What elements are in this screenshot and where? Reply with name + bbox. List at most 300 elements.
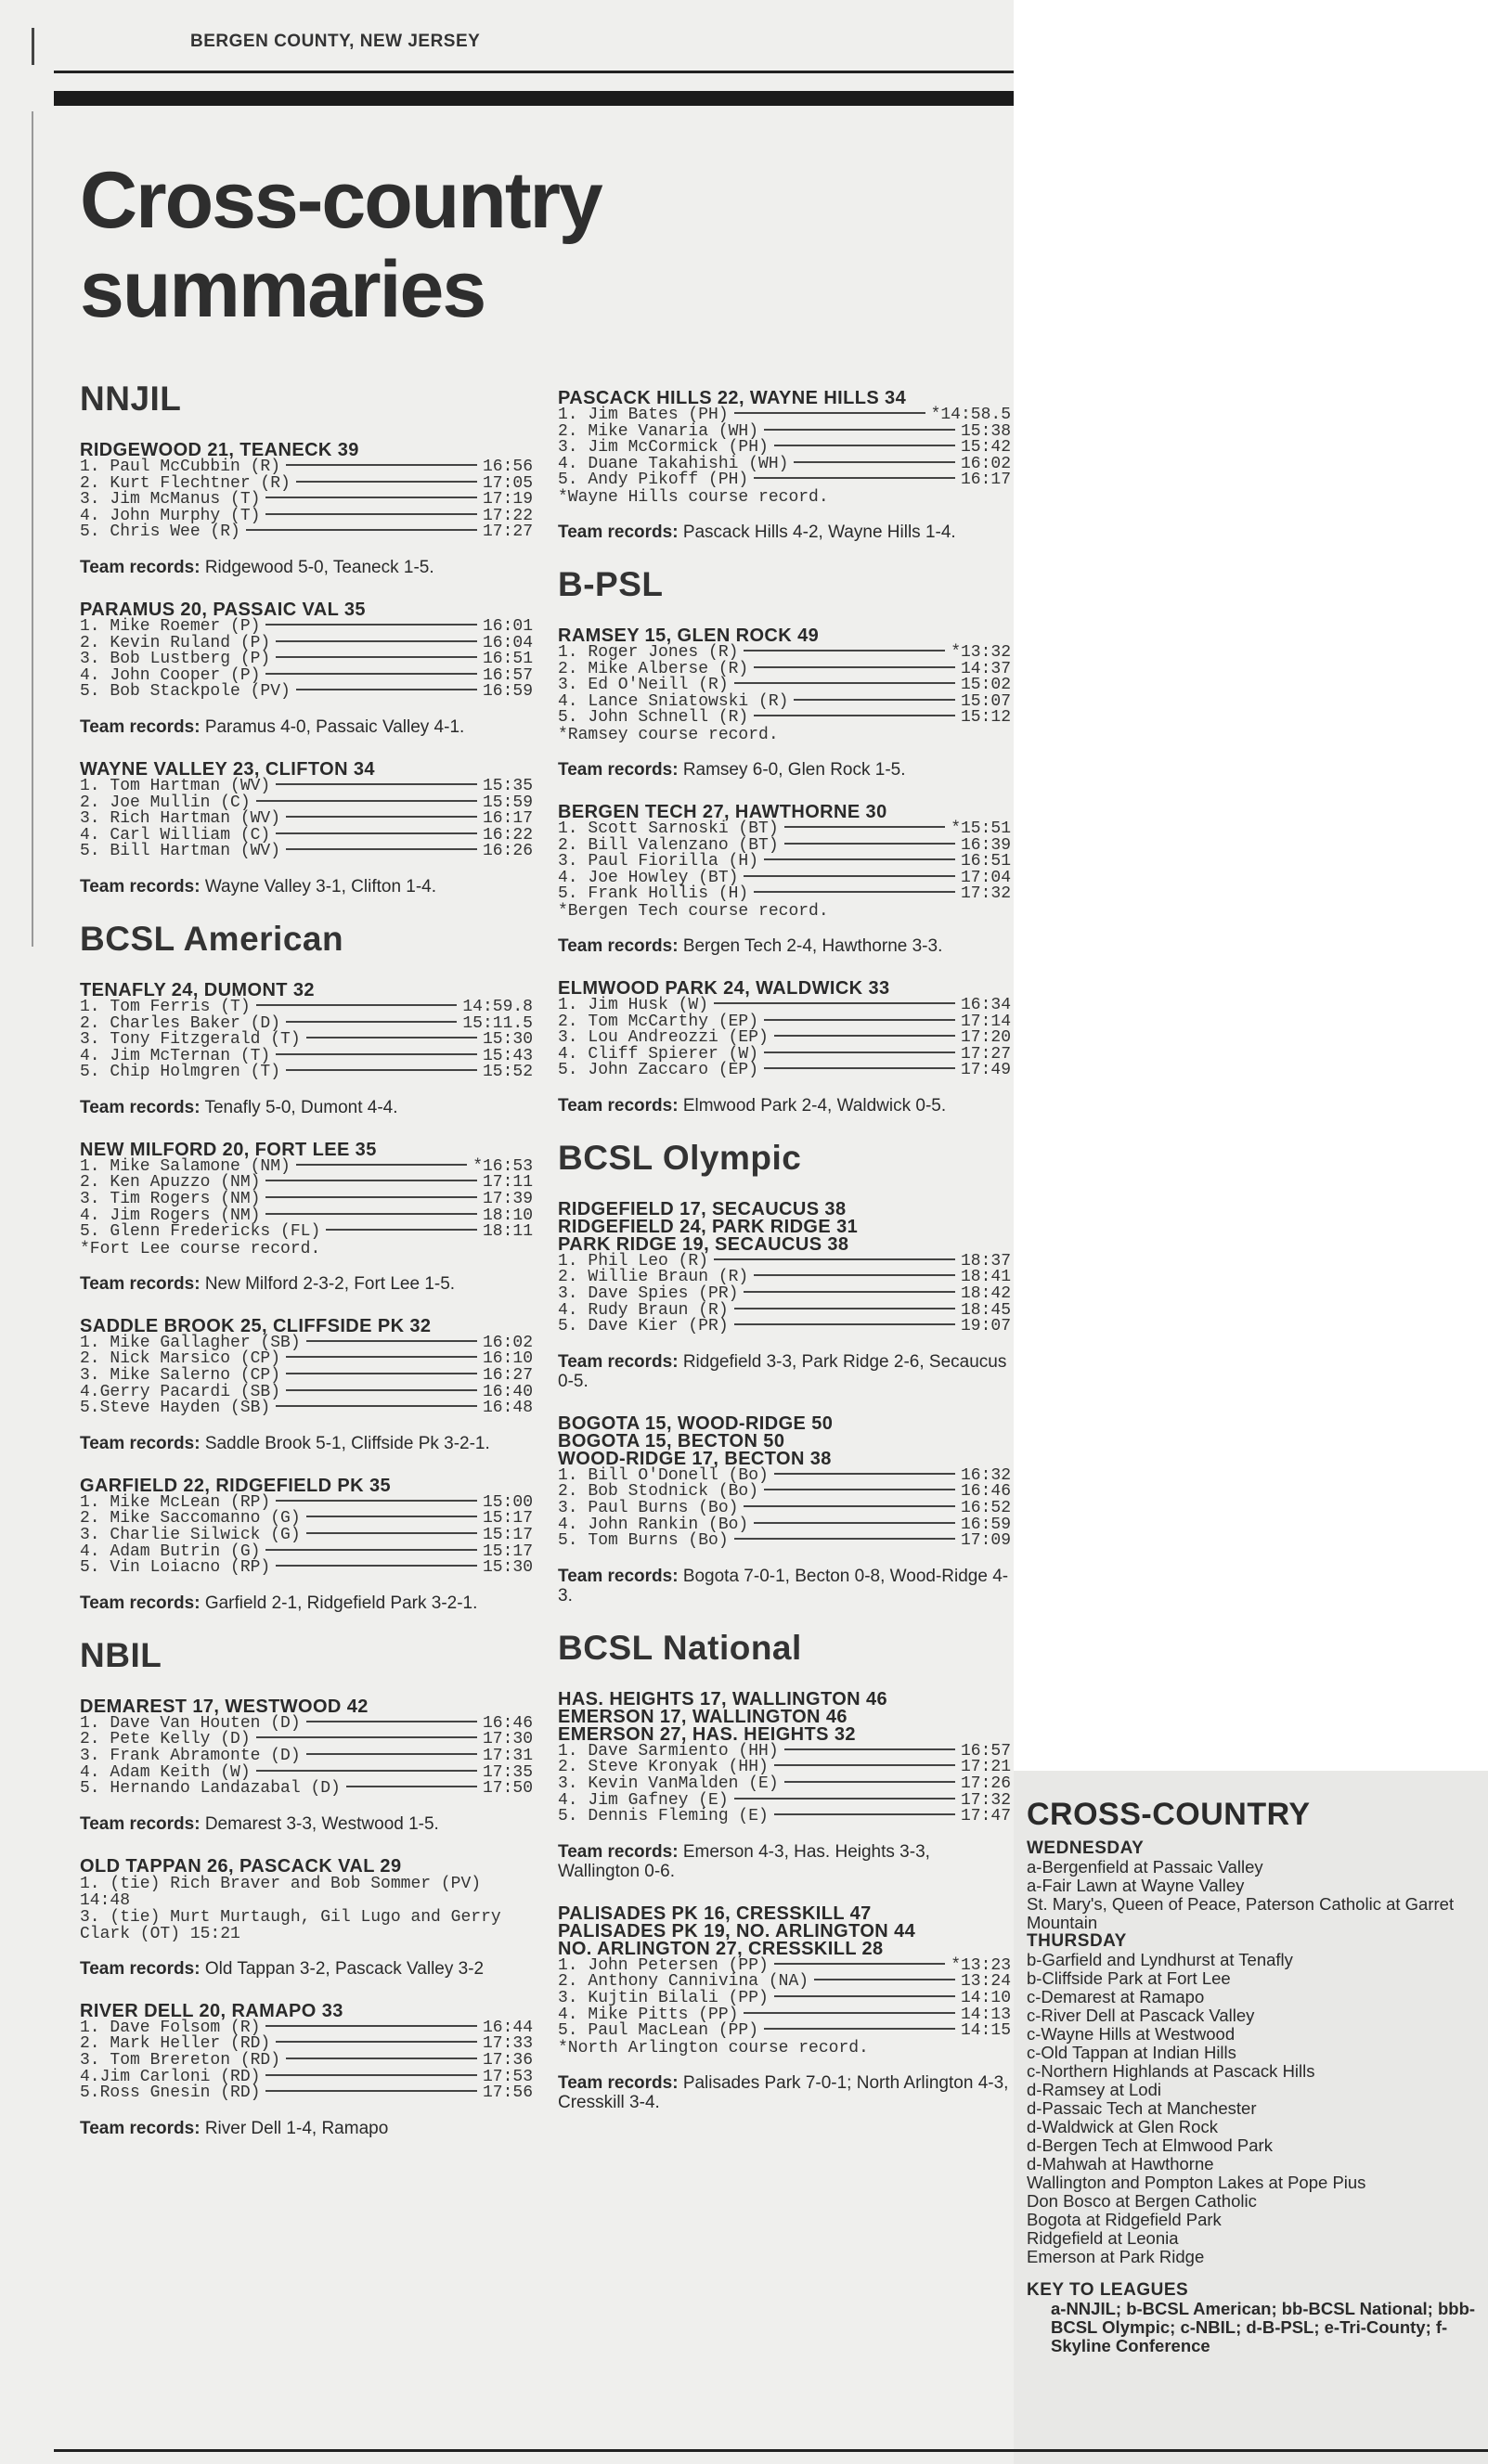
finisher-row xyxy=(558,642,1011,662)
leader-line xyxy=(276,832,477,834)
schedule-game: c-Wayne Hills at Westwood xyxy=(1027,2024,1236,2044)
finish-time: 16:52 xyxy=(960,1499,1011,1518)
leader-line xyxy=(784,1781,955,1783)
finish-time: 14:13 xyxy=(960,2005,1011,2024)
runner-name: 4. Adam Keith (W) xyxy=(80,1762,251,1782)
meet-score-heading: EMERSON 17, WALLINGTON 46 xyxy=(558,1706,848,1727)
leader-line xyxy=(744,1505,955,1507)
runner-name: 1. Dave Van Houten (D) xyxy=(80,1713,301,1733)
meet-result xyxy=(80,1139,533,1294)
finisher-row xyxy=(80,2085,533,2102)
league-section xyxy=(80,921,533,1613)
team-records-label: Team records: xyxy=(80,876,201,897)
finisher-row xyxy=(80,1400,533,1417)
finish-time: 17:53 xyxy=(482,2067,533,2086)
team-records xyxy=(558,522,1011,542)
team-records-label: Team records: xyxy=(558,522,679,542)
runner-name: 5. Dennis Fleming (E) xyxy=(558,1807,769,1826)
runner-name: 3. Frank Abramonte (D) xyxy=(80,1746,301,1765)
finisher-row xyxy=(80,684,533,701)
leader-line xyxy=(276,656,477,658)
meet-score-heading: PARK RIDGE 19, SECAUCUS 38 xyxy=(558,1233,849,1255)
runner-name: 3. Tony Fitzgerald (T) xyxy=(80,1030,301,1050)
meet-result xyxy=(558,1198,1011,1391)
meet-result xyxy=(80,758,533,897)
schedule-game: Bogota at Ridgefield Park xyxy=(1027,2210,1222,2229)
meet-result xyxy=(80,601,533,737)
finisher-row xyxy=(80,1781,533,1798)
meet-score-heading: WAYNE VALLEY 23, CLIFTON 34 xyxy=(80,758,375,780)
schedule-day: THURSDAY xyxy=(1027,1931,1127,1951)
league-section xyxy=(558,1140,1011,1606)
finish-time: 16:34 xyxy=(960,995,1011,1014)
result-note: *Ramsey course record. xyxy=(558,725,779,744)
leader-line xyxy=(764,1489,955,1490)
meet-score-heading: BERGEN TECH 27, HAWTHORNE 30 xyxy=(558,801,887,822)
team-records-text: New Milford 2-3-2, Fort Lee 1-5. xyxy=(204,1273,456,1294)
league-section xyxy=(558,390,1011,542)
finisher-row xyxy=(558,1063,1011,1079)
finish-time: 16:59 xyxy=(482,682,533,702)
runner-name: 5. Dave Kier (PR) xyxy=(558,1317,729,1336)
leader-line xyxy=(744,2012,955,2014)
leader-line xyxy=(265,624,477,626)
team-records-label: Team records: xyxy=(80,1958,201,1979)
meet-score-heading: BOGOTA 15, WOOD-RIDGE 50 xyxy=(558,1413,834,1434)
meet-score-heading: DEMAREST 17, WESTWOOD 42 xyxy=(80,1696,369,1717)
team-records-text: Ridgewood 5-0, Teaneck 1-5. xyxy=(204,557,434,577)
finish-time: 17:31 xyxy=(482,1746,533,1765)
margin-mark xyxy=(32,28,34,65)
leader-line xyxy=(764,858,955,860)
finish-time: 16:10 xyxy=(482,1349,533,1369)
leader-line xyxy=(265,1196,477,1198)
runner-name: 2. Mike Saccomanno (G) xyxy=(80,1509,301,1529)
leader-line xyxy=(714,1002,955,1004)
finish-time: 14:15 xyxy=(960,2021,1011,2041)
team-records-text: Tenafly 5-0, Dumont 4-4. xyxy=(204,1097,398,1117)
meet-result xyxy=(80,442,533,577)
results-column-right xyxy=(558,390,1011,2136)
runner-name: 1. John Petersen (PP) xyxy=(558,1955,769,1975)
finish-time: 16:44 xyxy=(482,2018,533,2037)
finish-time: 15:43 xyxy=(482,1046,533,1065)
leader-line xyxy=(276,783,477,785)
finisher-row xyxy=(80,459,533,476)
runner-name: 4. John Murphy (T) xyxy=(80,506,261,525)
headline-line-1: Cross-country xyxy=(80,156,602,245)
finish-time: 16:51 xyxy=(482,650,533,669)
runner-name: 3. Bob Lustberg (P) xyxy=(80,650,271,669)
leader-line xyxy=(265,1213,477,1215)
league-section xyxy=(80,1637,533,2138)
finish-time: 16:56 xyxy=(482,458,533,476)
runner-name: 5. Chris Wee (R) xyxy=(80,522,240,542)
finish-time: 17:30 xyxy=(482,1730,533,1749)
finisher-row xyxy=(558,1501,1011,1517)
leader-line xyxy=(754,1522,955,1524)
leader-line xyxy=(246,529,477,531)
runner-name: 2. Mark Heller (RD) xyxy=(80,2034,271,2054)
meet-score-heading: BOGOTA 15, BECTON 50 xyxy=(558,1430,785,1451)
leader-line xyxy=(276,640,477,642)
meet-score-heading: SADDLE BROOK 25, CLIFFSIDE PK 32 xyxy=(80,1315,432,1336)
finish-time: 17:09 xyxy=(960,1531,1011,1551)
runner-name: 5.Steve Hayden (SB) xyxy=(80,1399,271,1418)
leader-line xyxy=(754,891,955,893)
leader-line xyxy=(734,1323,955,1325)
league-heading: BCSL Olympic xyxy=(558,1138,802,1177)
leader-line xyxy=(296,481,477,483)
result-note: *Fort Lee course record. xyxy=(80,1239,321,1258)
leader-line xyxy=(754,477,955,479)
runner-name: 5. Chip Holmgren (T) xyxy=(80,1063,281,1082)
leader-line xyxy=(256,800,477,802)
team-records-text: Paramus 4-0, Passaic Valley 4-1. xyxy=(204,716,465,737)
finish-time: 16:17 xyxy=(482,809,533,829)
schedule-game: St. Mary's, Queen of Peace, Paterson Catholic at Garret Mountain xyxy=(1027,1894,1455,1932)
runner-name: 5. Tom Burns (Bo) xyxy=(558,1531,729,1551)
team-records-label: Team records: xyxy=(80,1813,201,1834)
finisher-row xyxy=(558,1988,1011,2007)
runner-name: 3. Tom Brereton (RD) xyxy=(80,2050,281,2070)
schedule-game: Emerson at Park Ridge xyxy=(1027,2247,1205,2266)
schedule-title: CROSS-COUNTRY xyxy=(1027,1797,1311,1832)
finish-time: 15:02 xyxy=(960,676,1011,695)
schedule-game: c-Northern Highlands at Pascack Hills xyxy=(1027,2061,1315,2081)
team-records xyxy=(80,1959,533,1979)
runner-name: 5. Bill Hartman (WV) xyxy=(80,842,281,861)
meet-result xyxy=(558,1905,1011,2112)
finisher-row xyxy=(80,524,533,541)
finisher-row xyxy=(558,1533,1011,1550)
runner-name: 1. Mike Salamone (NM) xyxy=(80,1156,291,1176)
team-records xyxy=(558,1096,1011,1116)
finish-time: 17:32 xyxy=(960,884,1011,904)
schedule-game: Don Bosco at Bergen Catholic xyxy=(1027,2191,1257,2211)
runner-name: 3. Rich Hartman (WV) xyxy=(80,809,281,829)
meet-result xyxy=(80,979,533,1117)
leader-line xyxy=(774,445,955,446)
finish-time: 17:20 xyxy=(960,1028,1011,1048)
meet-score-heading: PALISADES PK 16, CRESSKILL 47 xyxy=(558,1903,872,1924)
finisher-row xyxy=(558,472,1011,489)
leader-line xyxy=(774,1995,955,1997)
runner-name: 2. Mike Vanaria (WH) xyxy=(558,421,759,441)
team-records-label: Team records: xyxy=(80,1273,201,1294)
runner-name: 4. Rudy Braun (R) xyxy=(558,1300,729,1320)
meet-score-heading: PASCACK HILLS 22, WAYNE HILLS 34 xyxy=(558,388,907,408)
finisher-row xyxy=(558,1809,1011,1825)
meet-result xyxy=(80,1698,533,1834)
header-rule-thin xyxy=(54,71,1014,73)
leader-line xyxy=(265,2074,477,2076)
finish-time: *16:53 xyxy=(472,1156,533,1176)
team-records-label: Team records: xyxy=(80,557,201,577)
leader-line xyxy=(784,826,946,828)
schedule-game: d-Bergen Tech at Elmwood Park xyxy=(1027,2135,1273,2155)
finish-time: 16:48 xyxy=(482,1399,533,1418)
leader-line xyxy=(754,1274,955,1276)
leader-line xyxy=(754,666,955,668)
finish-time: 16:32 xyxy=(960,1465,1011,1485)
meet-score-heading: OLD TAPPAN 26, PASCACK VAL 29 xyxy=(80,1855,402,1877)
leader-line xyxy=(784,1748,955,1750)
team-records xyxy=(80,1274,533,1294)
leader-line xyxy=(296,1164,467,1166)
leader-line xyxy=(286,1069,477,1071)
runner-name: 3. Jim McManus (T) xyxy=(80,490,261,510)
leader-line xyxy=(276,1565,477,1567)
runner-name: 5. John Zaccaro (EP) xyxy=(558,1061,759,1080)
team-records xyxy=(80,558,533,577)
leader-line xyxy=(265,2090,477,2092)
runner-name: 2. Anthony Cannivina (NA) xyxy=(558,1972,809,1992)
team-records-label: Team records: xyxy=(80,716,201,737)
meet-score-heading: RIDGEWOOD 21, TEANECK 39 xyxy=(80,440,359,460)
team-records xyxy=(558,936,1011,956)
runner-name: 3. Paul Fiorilla (H) xyxy=(558,852,759,871)
finisher-row xyxy=(80,2050,533,2070)
finish-time: 14:37 xyxy=(960,659,1011,678)
team-records xyxy=(80,717,533,737)
meet-score-heading: RAMSEY 15, GLEN ROCK 49 xyxy=(558,625,820,646)
finisher-row xyxy=(558,995,1011,1014)
schedule-game: b-Cliffside Park at Fort Lee xyxy=(1027,1968,1231,1988)
meet-score-heading: NEW MILFORD 20, FORT LEE 35 xyxy=(80,1139,377,1160)
leader-line xyxy=(734,1308,955,1309)
runner-name: 4. Cliff Spierer (W) xyxy=(558,1044,759,1064)
schedule-game: d-Waldwick at Glen Rock xyxy=(1027,2117,1218,2136)
leader-line xyxy=(296,689,477,690)
meet-score-heading: RIDGEFIELD 17, SECAUCUS 38 xyxy=(558,1198,847,1219)
runner-name: 3. Jim McCormick (PH) xyxy=(558,438,769,458)
runner-name: 5. Vin Loiacno (RP) xyxy=(80,1558,271,1578)
finisher-row xyxy=(558,1319,1011,1335)
runner-name: 1. Mike Gallagher (SB) xyxy=(80,1333,301,1352)
meet-score-heading: NO. ARLINGTON 27, CRESSKILL 28 xyxy=(558,1938,884,1959)
runner-name: 4. Jim Rogers (NM) xyxy=(80,1206,261,1225)
meet-score-heading: PARAMUS 20, PASSAIC VAL 35 xyxy=(80,599,366,620)
finish-time: 15:38 xyxy=(960,421,1011,441)
team-records xyxy=(80,1098,533,1117)
finisher-row xyxy=(80,616,533,636)
schedule-game: d-Passaic Tech at Manchester xyxy=(1027,2098,1257,2118)
team-records xyxy=(558,2073,1011,2112)
runner-name: 1. Scott Sarnoski (BT) xyxy=(558,819,779,838)
leader-line xyxy=(734,682,955,684)
finish-time: 15:35 xyxy=(482,776,533,795)
leader-line xyxy=(734,1798,955,1800)
finish-time: 16:22 xyxy=(482,825,533,845)
schedule-game: Wallington and Pompton Lakes at Pope Pius xyxy=(1027,2173,1366,2192)
page-headline xyxy=(80,156,674,334)
schedule-game: Ridgefield at Leonia xyxy=(1027,2228,1179,2248)
header-rule-thick xyxy=(54,91,1014,106)
runner-name: 2. Mike Alberse (R) xyxy=(558,659,749,678)
runner-name: 2. Kevin Ruland (P) xyxy=(80,633,271,652)
finish-time: 17:22 xyxy=(482,506,533,525)
meet-score-heading: WOOD-RIDGE 17, BECTON 38 xyxy=(558,1448,832,1469)
finish-time: 16:02 xyxy=(960,454,1011,473)
leader-line xyxy=(276,1053,477,1055)
runner-name: 2. Pete Kelly (D) xyxy=(80,1730,251,1749)
leader-line xyxy=(764,2028,955,2030)
finish-time: 17:26 xyxy=(960,1774,1011,1793)
team-records-text: Wayne Valley 3-1, Clifton 1-4. xyxy=(204,876,437,897)
finisher-row xyxy=(80,1368,533,1385)
finish-time: 15:30 xyxy=(482,1030,533,1050)
meet-score-heading: ELMWOOD PARK 24, WALDWICK 33 xyxy=(558,977,890,999)
finish-time: 18:41 xyxy=(960,1268,1011,1287)
results-column-left xyxy=(80,381,533,2162)
runner-name: 5. Paul MacLean (PP) xyxy=(558,2021,759,2041)
result-note: 1. (tie) Rich Braver and Bob Sommer (PV) 14:48 xyxy=(80,1874,482,1910)
league-heading: B-PSL xyxy=(558,564,664,603)
finisher-row xyxy=(80,1748,533,1765)
finish-time: 15:17 xyxy=(482,1509,533,1529)
finisher-row xyxy=(80,1528,533,1544)
leader-line xyxy=(764,1051,955,1053)
result-note: *Wayne Hills course record. xyxy=(558,487,829,507)
leader-line xyxy=(265,513,477,515)
finish-time: 17:27 xyxy=(960,1044,1011,1064)
runner-name: 1. Dave Folsom (R) xyxy=(80,2018,261,2037)
leader-line xyxy=(276,2041,477,2043)
finish-time: 17:05 xyxy=(482,473,533,493)
meet-result xyxy=(558,1415,1011,1606)
finish-time: 15:52 xyxy=(482,1063,533,1082)
finish-time: 15:00 xyxy=(482,1492,533,1512)
team-records-label: Team records: xyxy=(558,1095,679,1116)
schedule-game: b-Garfield and Lyndhurst at Tenafly xyxy=(1027,1950,1293,1969)
finish-time: 18:10 xyxy=(482,1206,533,1225)
league-key-text: a-NNJIL; b-BCSL American; bb-BCSL National; bbb-BCSL Olympic; c-NBIL; d-B-PSL; e-Tri-County; f-Skyline Conference xyxy=(1051,2299,1476,2355)
team-records-text: Demarest 3-3, Westwood 1-5. xyxy=(204,1813,439,1834)
team-records xyxy=(80,2119,533,2138)
team-records xyxy=(558,1352,1011,1391)
team-records xyxy=(80,1593,533,1613)
runner-name: 1. Paul McCubbin (R) xyxy=(80,458,281,476)
finish-time: 16:26 xyxy=(482,842,533,861)
leader-line xyxy=(734,412,925,414)
meet-result xyxy=(558,1688,1011,1881)
runner-name: 3. Paul Burns (Bo) xyxy=(558,1499,739,1518)
finisher-row xyxy=(80,844,533,860)
finish-time: 17:04 xyxy=(960,868,1011,887)
finish-time: 17:49 xyxy=(960,1061,1011,1080)
runner-name: 4.Gerry Pacardi (SB) xyxy=(80,1382,281,1401)
runner-name: 5. Andy Pikoff (PH) xyxy=(558,471,749,490)
runner-name: 3. Charlie Silwick (G) xyxy=(80,1526,301,1544)
leader-line xyxy=(256,1004,458,1006)
runner-name: 2. Joe Mullin (C) xyxy=(80,793,251,812)
runner-name: 3. Dave Spies (PR) xyxy=(558,1284,739,1304)
finish-time: 18:45 xyxy=(960,1300,1011,1320)
leader-line xyxy=(306,1340,477,1342)
finish-time: 17:50 xyxy=(482,1779,533,1799)
team-records-text: Bergen Tech 2-4, Hawthorne 3-3. xyxy=(682,935,943,956)
league-heading: NBIL xyxy=(80,1635,162,1674)
leader-line xyxy=(286,1373,477,1374)
team-records-label: Team records: xyxy=(558,759,679,780)
finish-time: *15:51 xyxy=(951,819,1011,838)
finish-time: *13:23 xyxy=(951,1955,1011,1975)
runner-name: 4. John Cooper (P) xyxy=(80,665,261,685)
finish-time: 16:39 xyxy=(960,835,1011,855)
runner-name: 1. Bill O'Donell (Bo) xyxy=(558,1465,769,1485)
league-heading: NNJIL xyxy=(80,380,182,418)
runner-name: 4. Carl William (C) xyxy=(80,825,271,845)
league-key-title: KEY TO LEAGUES xyxy=(1027,2280,1189,2300)
leader-line xyxy=(276,1405,477,1407)
team-records-label: Team records: xyxy=(558,1841,679,1862)
runner-name: 2. Willie Braun (R) xyxy=(558,1268,749,1287)
finisher-row xyxy=(80,1064,533,1081)
finish-time: 15:11.5 xyxy=(462,1013,533,1033)
finish-time: 16:46 xyxy=(960,1482,1011,1502)
result-note: *Bergen Tech course record. xyxy=(558,901,829,921)
team-records-text: River Dell 1-4, Ramapo xyxy=(204,2118,389,2138)
finish-time: 17:33 xyxy=(482,2034,533,2054)
runner-name: 1. Roger Jones (R) xyxy=(558,642,739,662)
runner-name: 2. Ken Apuzzo (NM) xyxy=(80,1173,261,1193)
meet-score-heading: EMERSON 27, HAS. HEIGHTS 32 xyxy=(558,1723,856,1745)
runner-name: 1. Phil Leo (R) xyxy=(558,1251,709,1271)
meet-result xyxy=(80,1477,533,1613)
finish-time: 17:47 xyxy=(960,1807,1011,1826)
schedule-game: c-Demarest at Ramapo xyxy=(1027,1987,1205,2006)
team-records-text: Pascack Hills 4-2, Wayne Hills 1-4. xyxy=(682,522,956,542)
finish-time: 19:07 xyxy=(960,1317,1011,1336)
runner-name: 5. Glenn Fredericks (FL) xyxy=(80,1222,321,1242)
finish-time: 15:30 xyxy=(482,1558,533,1578)
runner-name: 5. Bob Stackpole (PV) xyxy=(80,682,291,702)
finisher-row xyxy=(80,1224,533,1241)
runner-name: 1. Mike McLean (RP) xyxy=(80,1492,271,1512)
schedule-list xyxy=(1027,1839,1477,2266)
finish-time: 16:59 xyxy=(960,1515,1011,1534)
leader-line xyxy=(306,1753,477,1755)
finish-time: 17:11 xyxy=(482,1173,533,1193)
runner-name: 4. Lance Sniatowski (R) xyxy=(558,691,789,711)
leader-line xyxy=(306,1532,477,1534)
leader-line xyxy=(754,715,955,716)
leader-line xyxy=(774,1473,955,1475)
meet-score-heading: GARFIELD 22, RIDGEFIELD PK 35 xyxy=(80,1475,391,1496)
meet-result xyxy=(80,2000,533,2138)
meet-result xyxy=(80,1855,533,1979)
team-records-text: Emerson 4-3, Has. Heights 3-3, Wallington 0-6. xyxy=(558,1841,930,1881)
schedule-game: c-Old Tappan at Indian Hills xyxy=(1027,2043,1236,2062)
leader-line xyxy=(265,673,477,675)
finisher-row xyxy=(80,776,533,795)
runner-name: 1. Jim Bates (PH) xyxy=(558,406,729,424)
leader-line xyxy=(714,1258,955,1260)
runner-name: 2. Bob Stodnick (Bo) xyxy=(558,1482,759,1502)
finish-time: 14:10 xyxy=(960,1988,1011,2007)
league-heading: BCSL National xyxy=(558,1628,802,1667)
runner-name: 1. Dave Sarmiento (HH) xyxy=(558,1741,779,1761)
team-records-label: Team records: xyxy=(80,1097,201,1117)
leader-line xyxy=(764,1019,955,1021)
team-records-text: Saddle Brook 5-1, Cliffside Pk 3-2-1. xyxy=(204,1433,490,1453)
schedule-game: c-River Dell at Pascack Valley xyxy=(1027,2006,1255,2025)
runner-name: 2. Steve Kronyak (HH) xyxy=(558,1758,769,1777)
runner-name: 3. Lou Andreozzi (EP) xyxy=(558,1028,769,1048)
runner-name: 3. Ed O'Neill (R) xyxy=(558,676,729,695)
finish-time: 16:46 xyxy=(482,1713,533,1733)
